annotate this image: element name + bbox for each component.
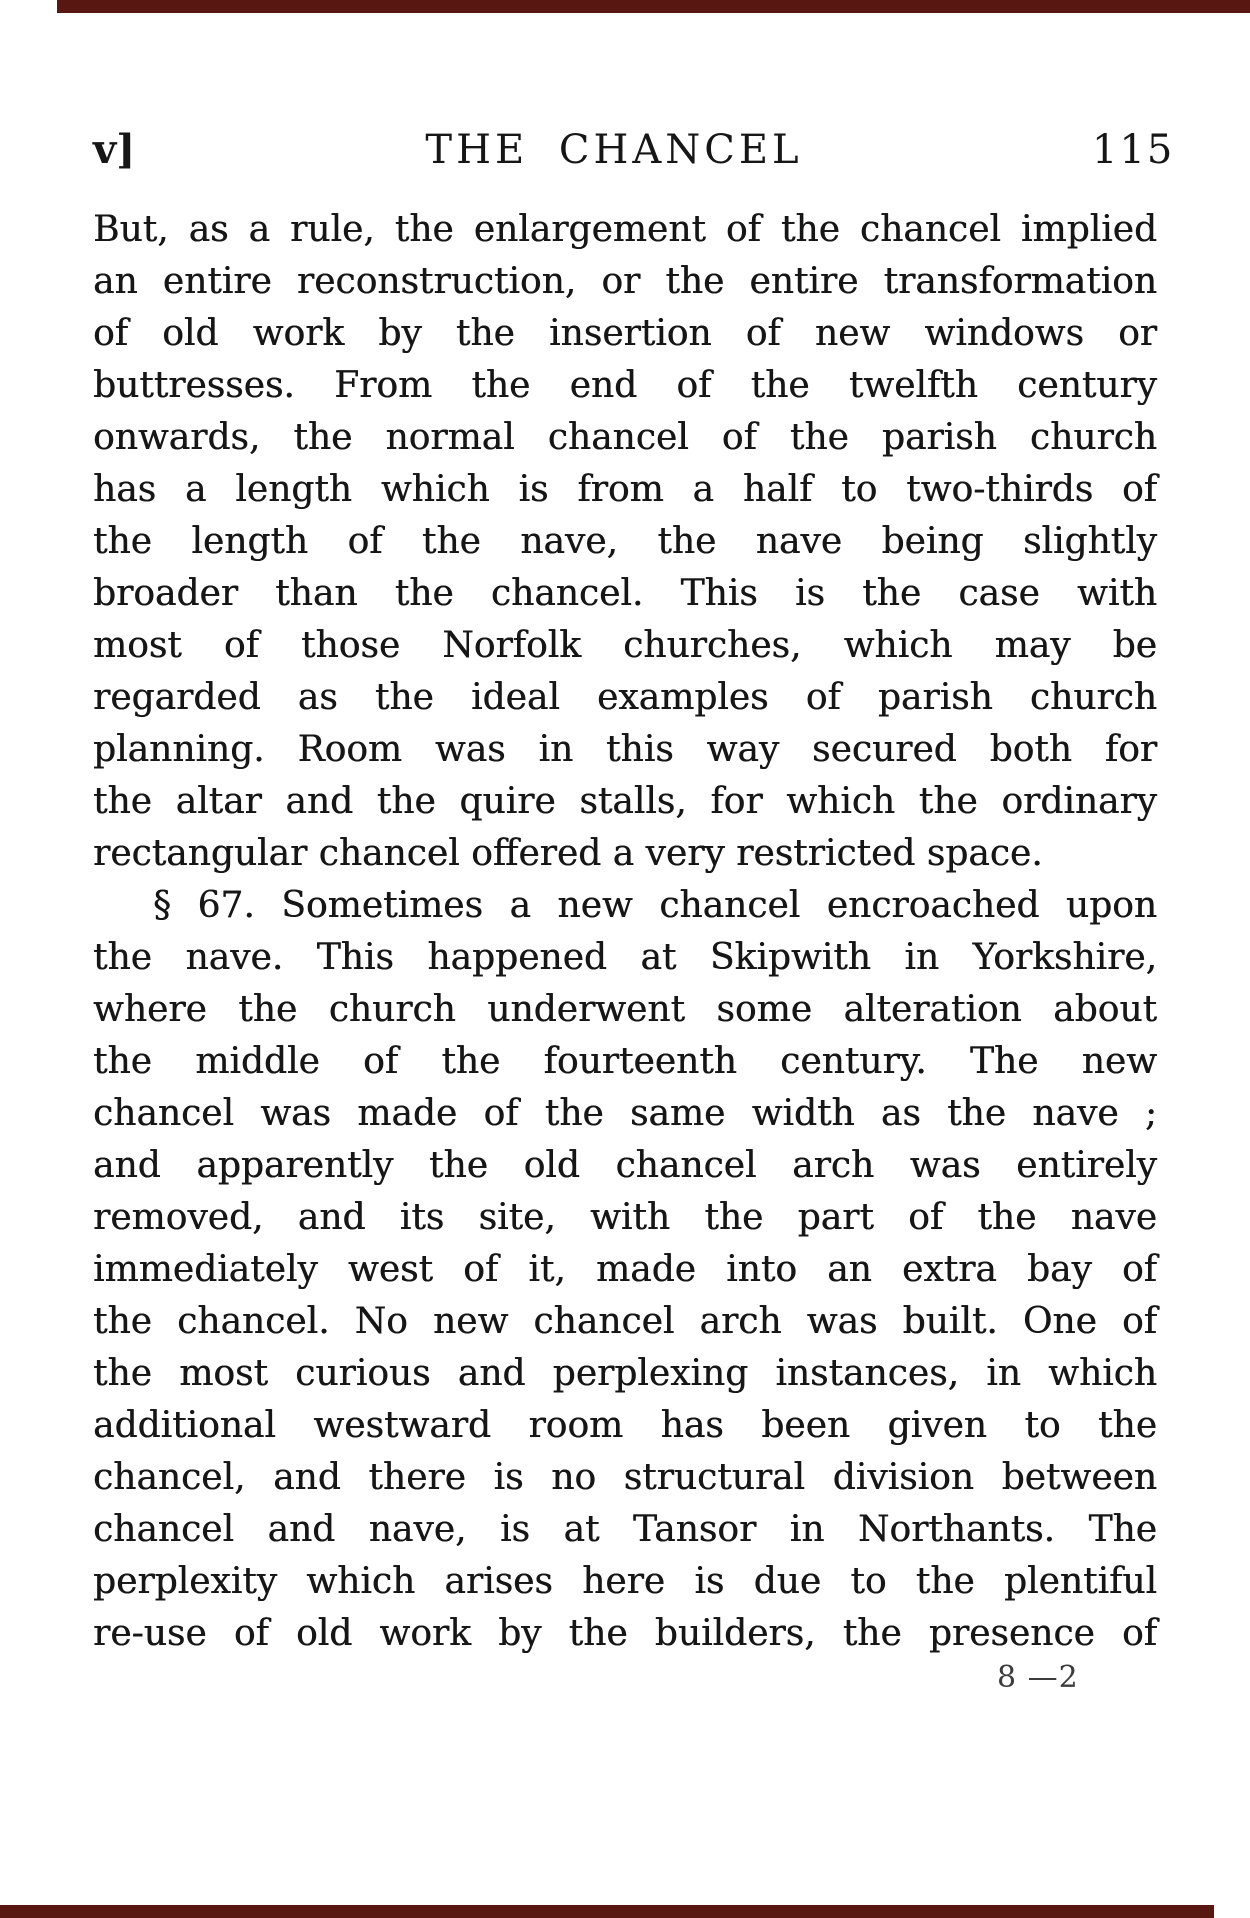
text-line: where the church underwent some alteration about — [93, 989, 1157, 1030]
text-line: an entire reconstruction, or the entire transformation — [93, 261, 1157, 302]
text-line: the length of the nave, the nave being slightly — [93, 521, 1157, 562]
text-line: broader than the chancel. This is the case with — [93, 573, 1157, 614]
body-text — [93, 204, 1157, 1660]
page-header — [0, 126, 1250, 178]
text-line: immediately west of it, made into an extra bay of — [93, 1249, 1157, 1290]
text-line: onwards, the normal chancel of the parish church — [93, 417, 1157, 458]
text-line: additional westward room has been given to the — [93, 1405, 1157, 1446]
text-line: rectangular chancel offered a very restricted space. — [93, 833, 1043, 874]
text-line: has a length which is from a half to two-thirds of — [93, 469, 1157, 510]
text-line: the nave. This happened at Skipwith in Yorkshire, — [93, 937, 1157, 978]
scan-edge-bottom — [0, 1905, 1214, 1918]
text-line: the most curious and perplexing instances, in which — [93, 1353, 1157, 1394]
text-line: chancel was made of the same width as the nave ; — [93, 1093, 1157, 1134]
text-line: the altar and the quire stalls, for which the ordinary — [93, 781, 1157, 822]
running-title: THE CHANCEL — [425, 127, 803, 173]
text-line: the chancel. No new chancel arch was built. One of — [93, 1301, 1157, 1342]
text-line: § 67. Sometimes a new chancel encroached upon — [153, 885, 1157, 926]
text-line: of old work by the insertion of new windows or — [93, 313, 1157, 354]
chapter-marker: v] — [93, 126, 136, 173]
text-line: chancel, and there is no structural division between — [93, 1457, 1157, 1498]
text-line: the middle of the fourteenth century. The new — [93, 1041, 1157, 1082]
text-line: and apparently the old chancel arch was entirely — [93, 1145, 1157, 1186]
printers-signature: 8 —2 — [997, 1660, 1079, 1695]
text-line: chancel and nave, is at Tansor in Northants. The — [93, 1509, 1157, 1550]
text-line: But, as a rule, the enlargement of the chancel implied — [93, 209, 1157, 250]
text-line: regarded as the ideal examples of parish church — [93, 677, 1157, 718]
scan-edge-top — [57, 0, 1250, 13]
text-line: most of those Norfolk churches, which may be — [93, 625, 1157, 666]
text-line: perplexity which arises here is due to the plentiful — [93, 1561, 1157, 1602]
text-line: removed, and its site, with the part of the nave — [93, 1197, 1157, 1238]
text-line: buttresses. From the end of the twelfth century — [93, 365, 1157, 406]
page-number: 115 — [1092, 127, 1175, 173]
text-line: re-use of old work by the builders, the presence of — [93, 1613, 1157, 1654]
text-line: planning. Room was in this way secured both for — [93, 729, 1157, 770]
